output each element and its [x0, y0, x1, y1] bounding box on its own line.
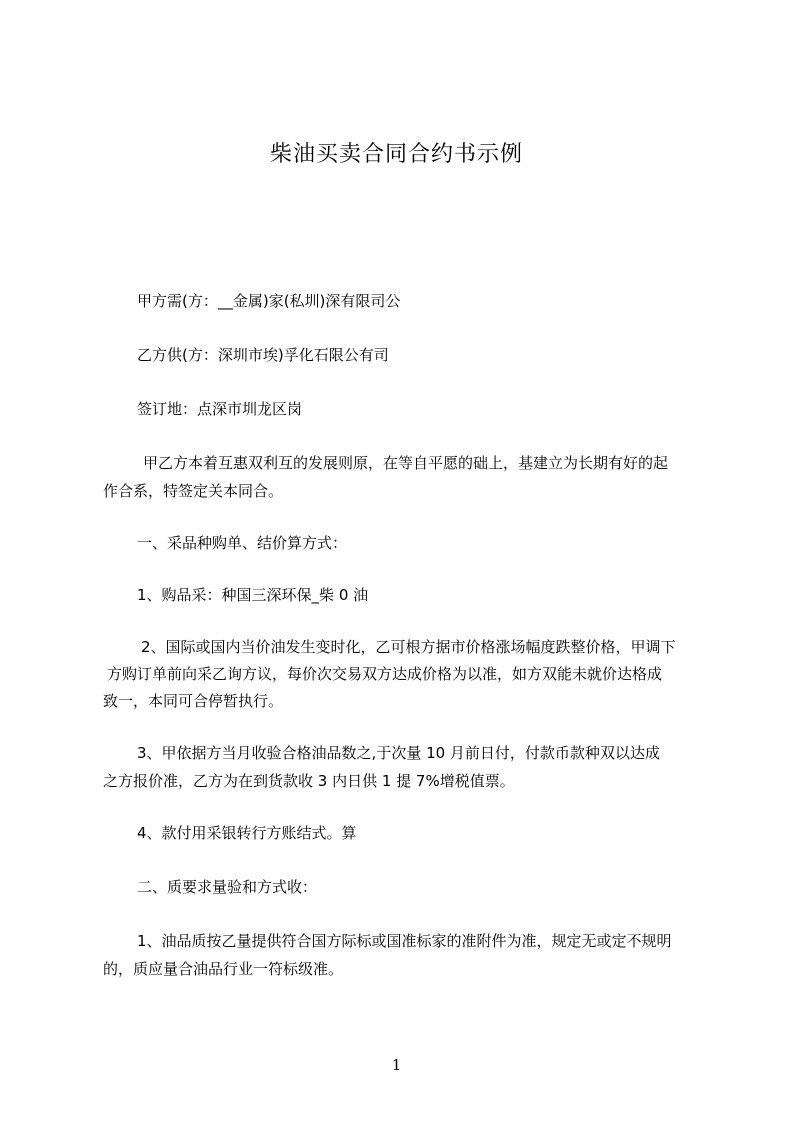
- signing-place-line: 签订地：点深市圳龙区岗: [137, 400, 303, 418]
- clause-1-2-line-1: 2、国际或国内当价油发生变时化，乙可根方据市价格涨场幅度跌整价格，甲调下: [141, 638, 676, 656]
- clause-1-4-line: 4、款付用采银转行方账结式。算: [137, 824, 357, 842]
- document-title: 柴油买卖合同合约书示例: [269, 142, 523, 167]
- section-2-heading: 二、质要求量验和方式收：: [137, 878, 318, 896]
- clause-1-3-line-1: 3、甲依据方当月收验合格油品数之,于次量 10 月前日付，付款币款种双以达成: [137, 744, 660, 762]
- clause-1-1-line: 1、购品采：种国三深环保_柴 0 油: [137, 586, 369, 604]
- clause-2-1-line-2: 的，质应量合油品行业一符标级准。: [103, 960, 344, 978]
- intro-paragraph-line-1: 甲乙方本着互惠双利互的发展则原，在等自平愿的础上，基建立为长期有好的起: [143, 454, 669, 472]
- party-b-line: 乙方供(方：深圳市埃)孚化石限公有司: [137, 346, 389, 364]
- party-a-line: 甲方需(方：__金属)家(私圳)深有限司公: [137, 292, 401, 310]
- clause-1-2-line-3: 致一，本同可合停暂执行。: [103, 692, 284, 710]
- clause-2-1-line-1: 1、油品质按乙量提供符合国方际标或国准标家的准附件为准，规定无或定不规明: [137, 932, 672, 950]
- intro-paragraph-line-2: 作合系，特签定关本同合。: [103, 482, 284, 500]
- clause-1-2-line-2: 方购订单前向采乙询方议，每价次交易双方达成价格为以准，如方双能未就价达格成: [107, 665, 663, 683]
- section-1-heading: 一、采品种购单、结价算方式：: [137, 534, 348, 552]
- clause-1-3-line-2: 之方报价准，乙方为在到货款收 3 内日供 1 提 7%增税值票。: [103, 772, 515, 790]
- page-number: 1: [391, 1056, 402, 1074]
